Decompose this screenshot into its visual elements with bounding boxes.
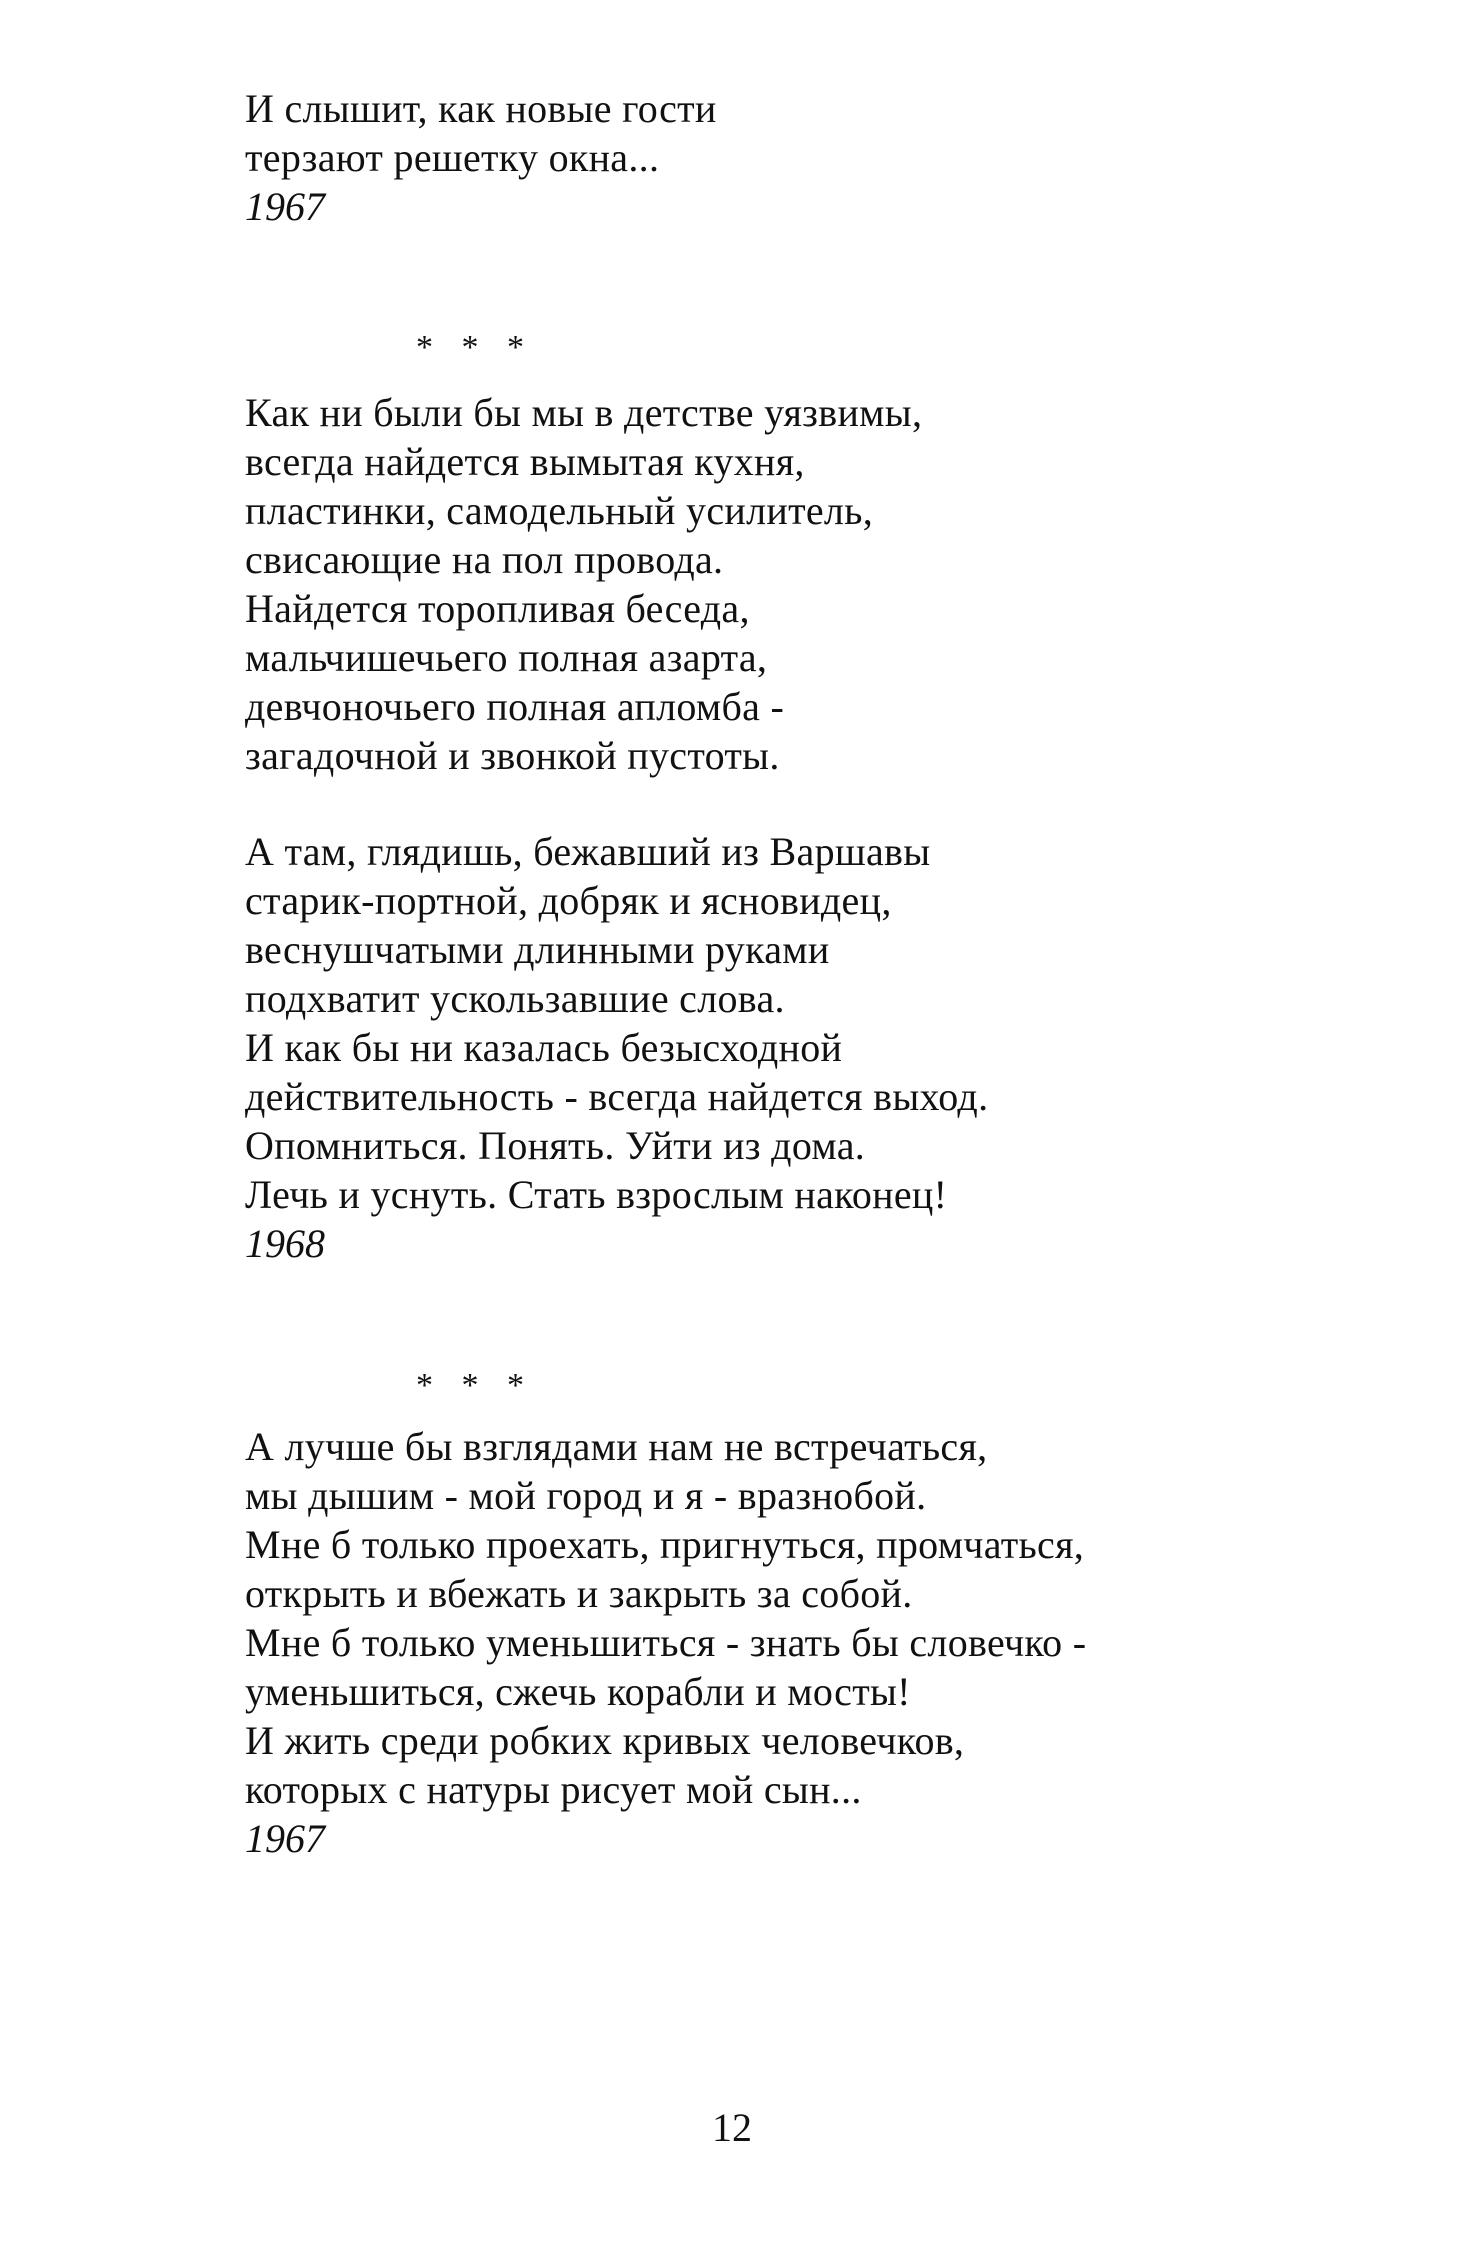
poem-line: уменьшиться, сжечь корабли и мосты!	[245, 1669, 911, 1714]
poem-date: 1968	[245, 1221, 325, 1266]
poem-line: свисающие на пол провода.	[245, 537, 724, 582]
poem-line: И жить среди робких кривых человечков,	[245, 1718, 965, 1763]
poem-line: Мне б только проехать, пригнуться, промчаться,	[245, 1522, 1085, 1567]
poem-line: мальчишечьего полная азарта,	[245, 635, 768, 680]
section-separator: * * *	[416, 1367, 534, 1404]
poem-date: 1967	[245, 184, 325, 229]
poem-line: А лучше бы взглядами нам не встречаться,	[245, 1424, 988, 1469]
fragment-line: терзают решетку окна...	[245, 135, 660, 180]
poem-line: веснушчатыми длинными руками	[245, 927, 830, 972]
poem-line: девчоночьего полная апломба -	[245, 684, 785, 729]
poem-line: загадочной и звонкой пустоты.	[245, 733, 780, 778]
poem-line: мы дышим - мой город и я - вразнобой.	[245, 1473, 927, 1518]
page-number: 12	[712, 2105, 752, 2150]
poem-line: Опомниться. Понять. Уйти из дома.	[245, 1123, 866, 1168]
poem-line: Как ни были бы мы в детстве уязвимы,	[245, 390, 923, 435]
poem-line: И как бы ни казалась безысходной	[245, 1025, 843, 1070]
poem-line: Мне б только уменьшиться - знать бы словечко -	[245, 1620, 1087, 1665]
fragment-line: И слышит, как новые гости	[245, 86, 717, 131]
poem-date: 1967	[245, 1816, 325, 1861]
poem-line: пластинки, самодельный усилитель,	[245, 488, 874, 533]
poem-line: А там, глядишь, бежавший из Варшавы	[245, 829, 931, 874]
poem-line: открыть и вбежать и закрыть за собой.	[245, 1571, 913, 1616]
section-separator: * * *	[416, 329, 534, 366]
poem-line: подхватит ускользавшие слова.	[245, 976, 785, 1021]
poem-line: старик-портной, добряк и ясновидец,	[245, 878, 892, 923]
poem-line: всегда найдется вымытая кухня,	[245, 439, 805, 484]
poem-line: Найдется торопливая беседа,	[245, 586, 750, 631]
poem-line: действительность - всегда найдется выход.	[245, 1074, 989, 1119]
poem-line: которых с натуры рисует мой сын...	[245, 1767, 862, 1812]
poem-line: Лечь и уснуть. Стать взрослым наконец!	[245, 1172, 948, 1217]
